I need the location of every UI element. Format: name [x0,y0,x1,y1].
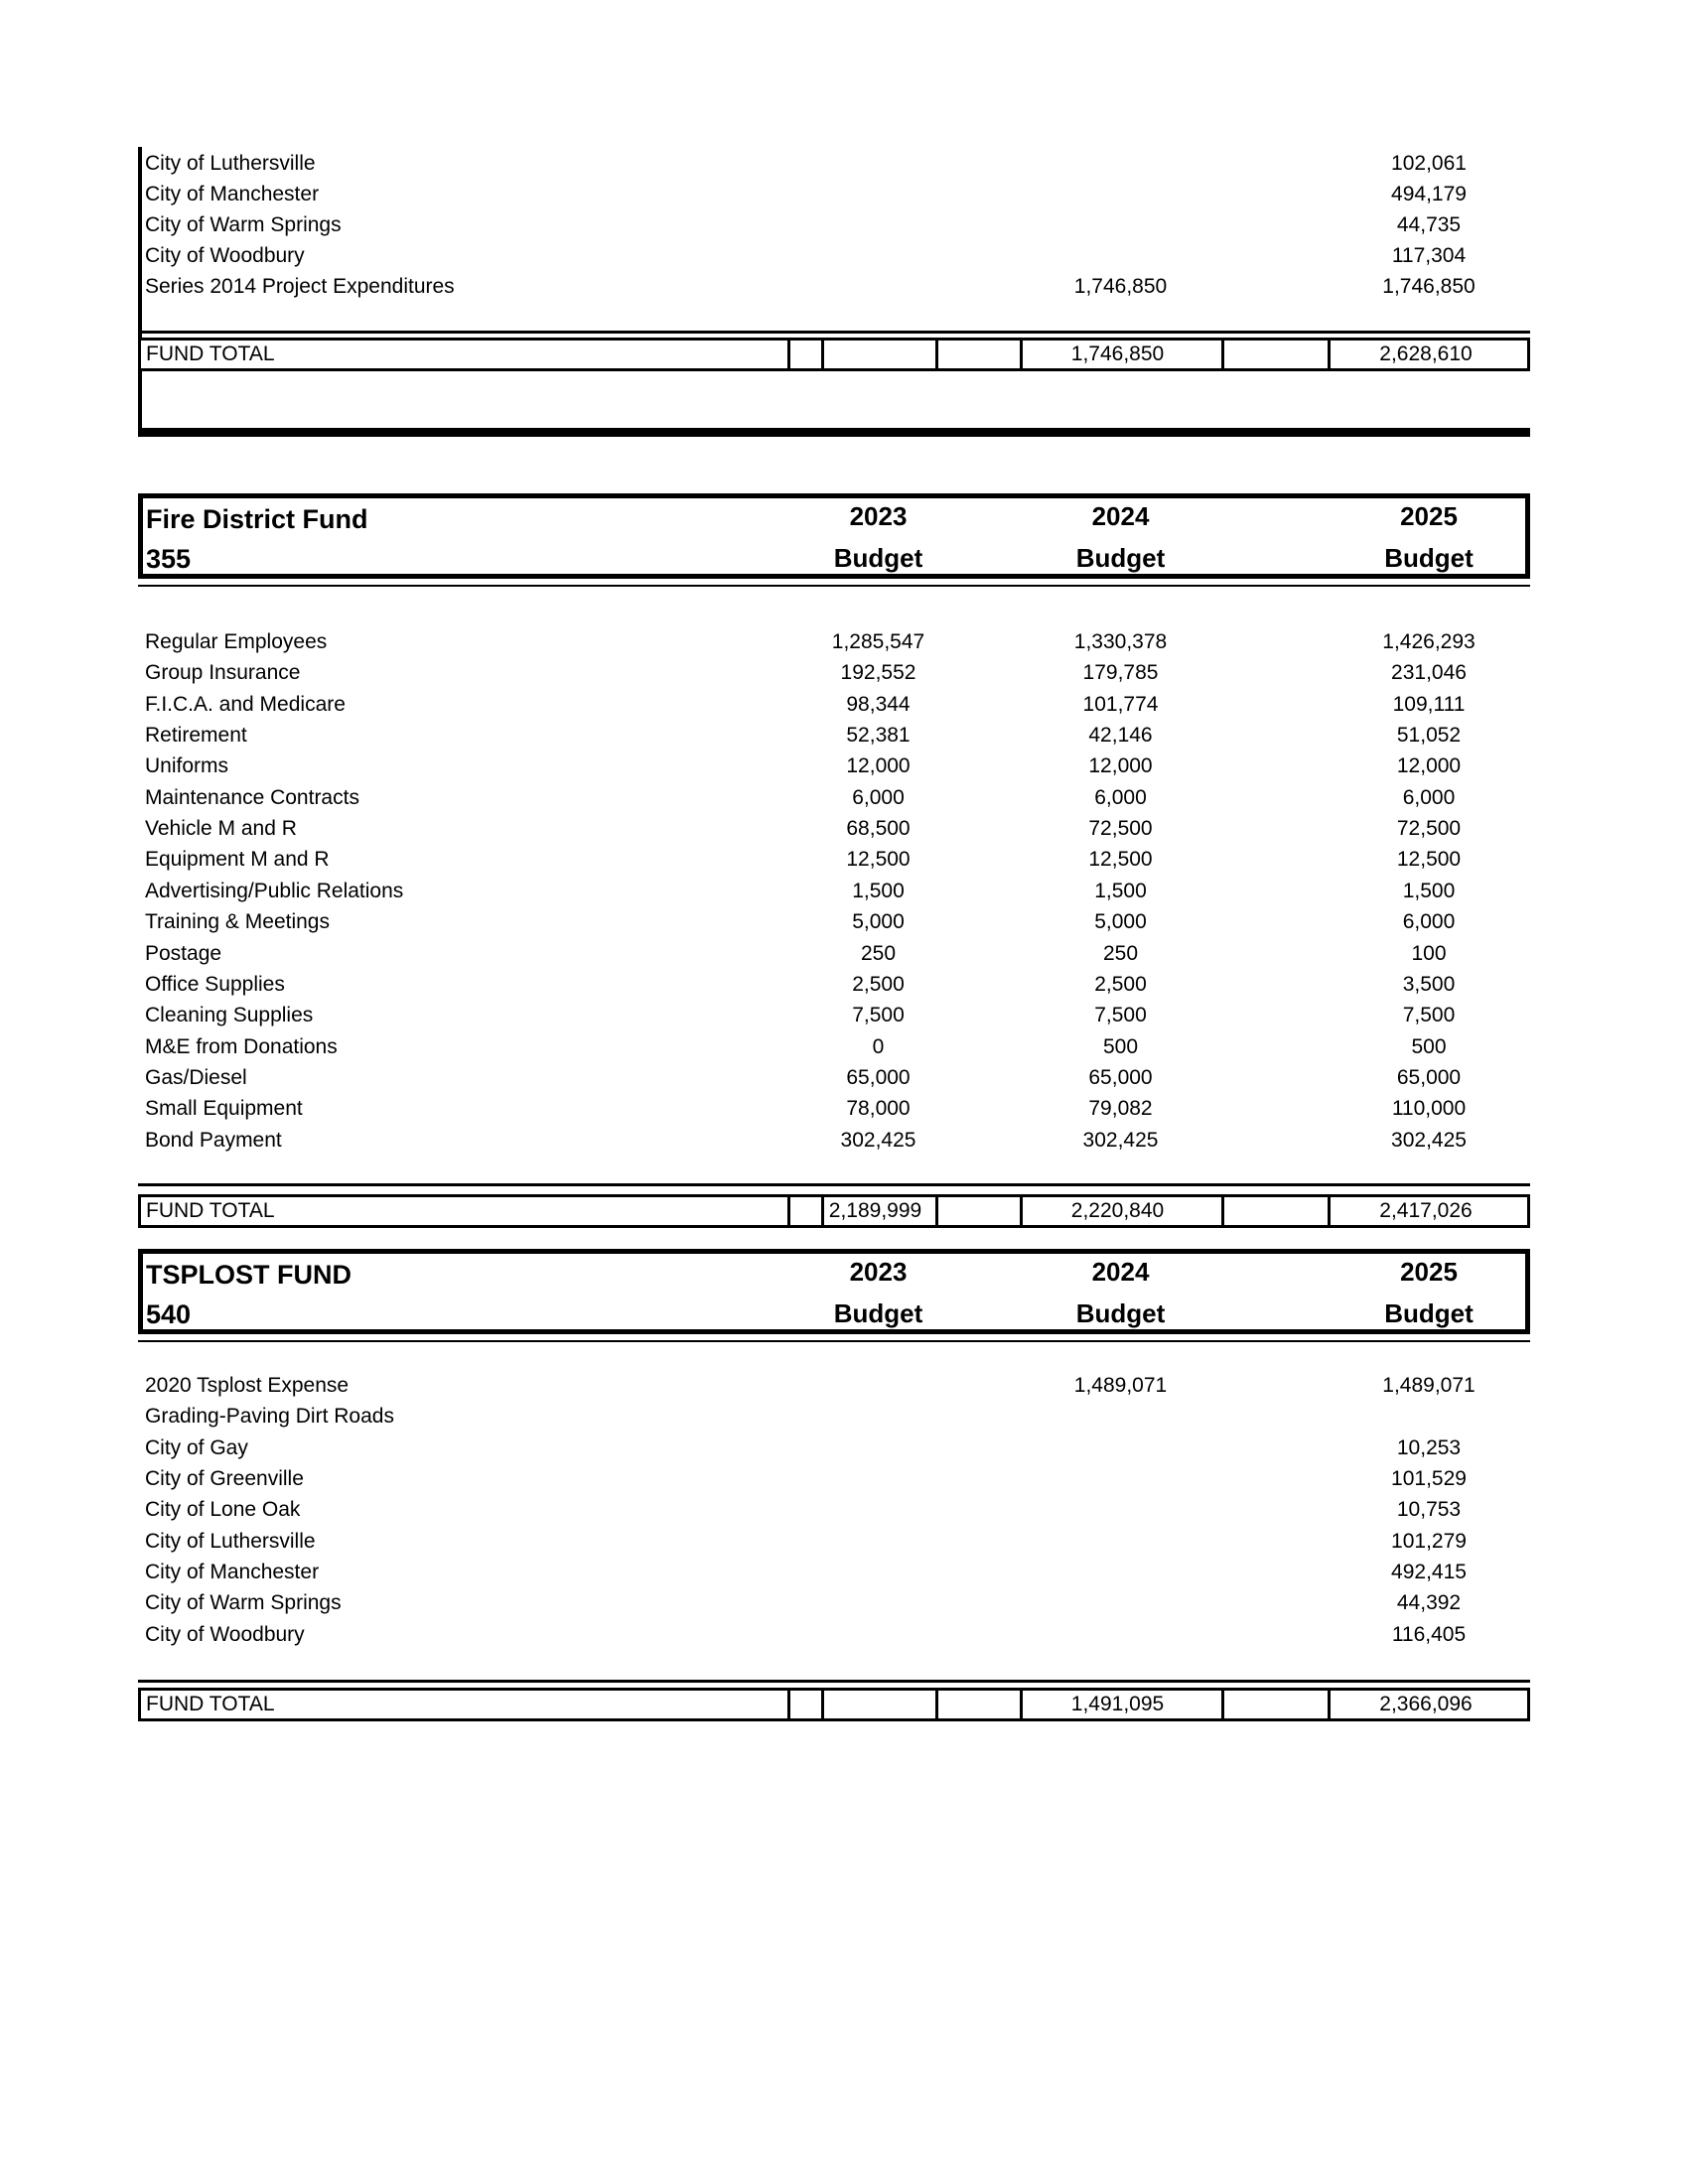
line-item-row [0,210,1688,240]
line-item-label: City of Manchester [145,1561,320,1584]
value-2024: 12,000 [1088,754,1153,778]
line-item-label: City of Luthersville [145,1529,316,1553]
value-2025: 10,253 [1396,1435,1462,1459]
value-2023: 0 [872,1034,885,1058]
line-item-row [0,939,1688,969]
cell-divider [1221,1691,1224,1718]
line-item-label: City of Warm Springs [145,1591,342,1615]
value-2025: 12,500 [1396,848,1462,872]
value-2025: 110,000 [1391,1097,1467,1121]
line-item-row [0,180,1688,209]
line-item-row [0,877,1688,906]
line-item-row [0,1371,1688,1401]
col-header-budget: Budget [1384,1298,1474,1328]
value-2023: 68,500 [846,817,911,841]
line-item-row [0,721,1688,751]
line-item-row [0,1495,1688,1525]
fund-total-2023 [818,341,932,368]
value-2024: 7,500 [1094,1004,1147,1027]
col-header-budget: Budget [833,543,923,573]
line-item-row [0,241,1688,271]
col-header-budget: Budget [1075,543,1166,573]
col-header-2023: 2023 [849,1257,908,1287]
cell-divider [1221,341,1224,368]
cell-divider [1221,1197,1224,1225]
cell-divider [935,341,938,368]
line-item-row [0,1402,1688,1432]
value-2025: 500 [1411,1034,1447,1058]
line-item-row [0,845,1688,875]
line-item-label: Postage [145,941,222,965]
col-header-2024: 2024 [1091,501,1150,531]
line-item-row [0,1464,1688,1494]
line-item-label: City of Gay [145,1435,248,1459]
col-header-budget: Budget [833,1298,923,1328]
value-2024: 42,146 [1088,724,1153,748]
value-2024: 500 [1102,1034,1139,1058]
line-item-label: City of Lone Oak [145,1498,301,1522]
value-2025: 1,746,850 [1382,275,1476,298]
header-underline [138,1340,1530,1342]
value-2023: 302,425 [840,1128,916,1152]
value-2025: 231,046 [1391,661,1467,685]
grid-line [138,1183,1530,1186]
line-item-label: Small Equipment [145,1097,303,1121]
line-item-label: City of Woodbury [145,244,305,267]
fund-total-2024: 1,491,095 [1070,1693,1165,1715]
value-2024: 179,785 [1082,661,1159,685]
value-2023: 7,500 [852,1004,905,1027]
line-item-label: Maintenance Contracts [145,785,359,809]
value-2023: 78,000 [846,1097,911,1121]
value-2025: 1,500 [1402,879,1456,902]
value-2025: 494,179 [1391,183,1467,205]
fire-fund-title: Fire District Fund [146,504,368,534]
grid-line [138,331,1530,334]
value-2025: 302,425 [1391,1128,1467,1152]
cell-divider [787,1691,790,1718]
value-2025: 101,279 [1391,1529,1467,1553]
col-header-budget: Budget [1384,543,1474,573]
line-item-label: Bond Payment [145,1128,282,1152]
line-item-label: Cleaning Supplies [145,1004,314,1027]
line-item-label: M&E from Donations [145,1034,338,1058]
fire-fund-number: 355 [146,544,192,574]
col-header-2025: 2025 [1400,1257,1458,1287]
line-item-label: Regular Employees [145,630,328,653]
value-2023: 1,285,547 [831,630,925,653]
line-item-row [0,272,1688,302]
line-item-label: City of Woodbury [145,1622,305,1646]
value-2024: 101,774 [1082,692,1159,716]
line-item-label: Advertising/Public Relations [145,879,404,902]
value-2025: 72,500 [1396,817,1462,841]
line-item-label: F.I.C.A. and Medicare [145,692,346,716]
value-2024: 302,425 [1082,1128,1159,1152]
value-2025: 7,500 [1402,1004,1456,1027]
line-item-label: Uniforms [145,754,229,778]
fund-total-row-tsplost [138,1688,1530,1721]
line-item-row [0,658,1688,688]
line-item-label: Training & Meetings [145,910,330,934]
value-2023: 12,000 [846,754,911,778]
line-item-label: Retirement [145,724,247,748]
value-2025: 492,415 [1391,1561,1467,1584]
fund-total-2025: 2,366,096 [1379,1693,1473,1715]
cell-divider [787,1197,790,1225]
fund-total-label: FUND TOTAL [146,342,275,365]
line-item-row [0,1094,1688,1124]
line-item-row [0,907,1688,937]
value-2023: 250 [860,941,897,965]
value-2024: 1,330,378 [1073,630,1168,653]
value-2025: 10,753 [1396,1498,1462,1522]
value-2025: 6,000 [1402,910,1456,934]
line-item-label: Vehicle M and R [145,817,297,841]
line-item-row [0,970,1688,1000]
fund-total-row-top [138,338,1530,371]
fund-total-2024: 1,746,850 [1070,342,1165,365]
line-item-label: City of Luthersville [145,152,316,175]
value-2025: 116,405 [1391,1622,1467,1646]
value-2025: 101,529 [1391,1467,1467,1491]
line-item-row [0,1063,1688,1093]
line-item-row [0,1558,1688,1587]
value-2024: 1,489,071 [1073,1374,1168,1397]
value-2024: 1,746,850 [1073,275,1168,298]
value-2023: 2,500 [852,972,905,996]
cell-divider [935,1197,938,1225]
tsplost-fund-number: 540 [146,1299,192,1329]
fund-total-2025: 2,628,610 [1379,342,1473,365]
line-item-row [0,1032,1688,1062]
value-2025: 102,061 [1391,152,1467,175]
cell-divider [787,341,790,368]
col-header-budget: Budget [1075,1298,1166,1328]
value-2023: 1,500 [852,879,905,902]
value-2025: 51,052 [1396,724,1462,748]
fund-total-2023: 2,189,999 [828,1199,922,1222]
line-item-row [0,1433,1688,1463]
fund-total-label: FUND TOTAL [146,1199,275,1222]
value-2024: 1,500 [1094,879,1147,902]
value-2024: 2,500 [1094,972,1147,996]
col-header-2023: 2023 [849,501,908,531]
line-item-row [0,1527,1688,1557]
value-2024: 79,082 [1088,1097,1153,1121]
tsplost-fund-title: TSPLOST FUND [146,1260,352,1290]
fund-total-label: FUND TOTAL [146,1693,275,1715]
line-item-label: Series 2014 Project Expenditures [145,275,455,298]
fund-total-row-fire [138,1194,1530,1228]
fund-total-2023 [818,1691,932,1718]
line-item-row [0,690,1688,720]
value-2023: 52,381 [846,724,911,748]
col-header-2025: 2025 [1400,501,1458,531]
value-2025: 44,735 [1396,213,1462,236]
value-2024: 6,000 [1094,785,1147,809]
line-item-row [0,1001,1688,1030]
line-item-row [0,1126,1688,1156]
line-item-row [0,1588,1688,1618]
line-item-label: City of Warm Springs [145,213,342,236]
fund-total-2025: 2,417,026 [1379,1199,1473,1222]
value-2023: 6,000 [852,785,905,809]
value-2025: 6,000 [1402,785,1456,809]
col-header-2024: 2024 [1091,1257,1150,1287]
line-item-row [0,751,1688,781]
line-item-label: City of Greenville [145,1467,304,1491]
value-2023: 5,000 [852,910,905,934]
value-2023: 98,344 [846,692,911,716]
line-item-label: Equipment M and R [145,848,330,872]
value-2025: 1,426,293 [1382,630,1476,653]
line-item-label: Group Insurance [145,661,301,685]
value-2025: 3,500 [1402,972,1456,996]
fund-total-2024: 2,220,840 [1070,1199,1165,1222]
line-item-label: Grading-Paving Dirt Roads [145,1405,394,1429]
line-item-row [0,627,1688,657]
value-2025: 1,489,071 [1382,1374,1476,1397]
value-2023: 12,500 [846,848,911,872]
value-2023: 192,552 [840,661,916,685]
line-item-label: Gas/Diesel [145,1065,247,1089]
line-item-label: 2020 Tsplost Expense [145,1374,350,1397]
header-underline [138,585,1530,587]
value-2025: 117,304 [1391,244,1467,267]
line-item-row [0,149,1688,179]
value-2023: 65,000 [846,1065,911,1089]
line-item-row [0,783,1688,813]
value-2025: 65,000 [1396,1065,1462,1089]
value-2024: 72,500 [1088,817,1153,841]
value-2025: 109,111 [1392,692,1466,716]
value-2024: 12,500 [1088,848,1153,872]
line-item-row [0,814,1688,844]
line-item-row [0,1620,1688,1650]
value-2024: 65,000 [1088,1065,1153,1089]
value-2024: 5,000 [1094,910,1147,934]
line-item-label: City of Manchester [145,183,320,205]
value-2025: 12,000 [1396,754,1462,778]
cell-divider [935,1691,938,1718]
line-item-label: Office Supplies [145,972,285,996]
value-2025: 100 [1411,941,1447,965]
value-2025: 44,392 [1396,1591,1462,1615]
value-2024: 250 [1102,941,1139,965]
grid-line [138,1680,1530,1683]
